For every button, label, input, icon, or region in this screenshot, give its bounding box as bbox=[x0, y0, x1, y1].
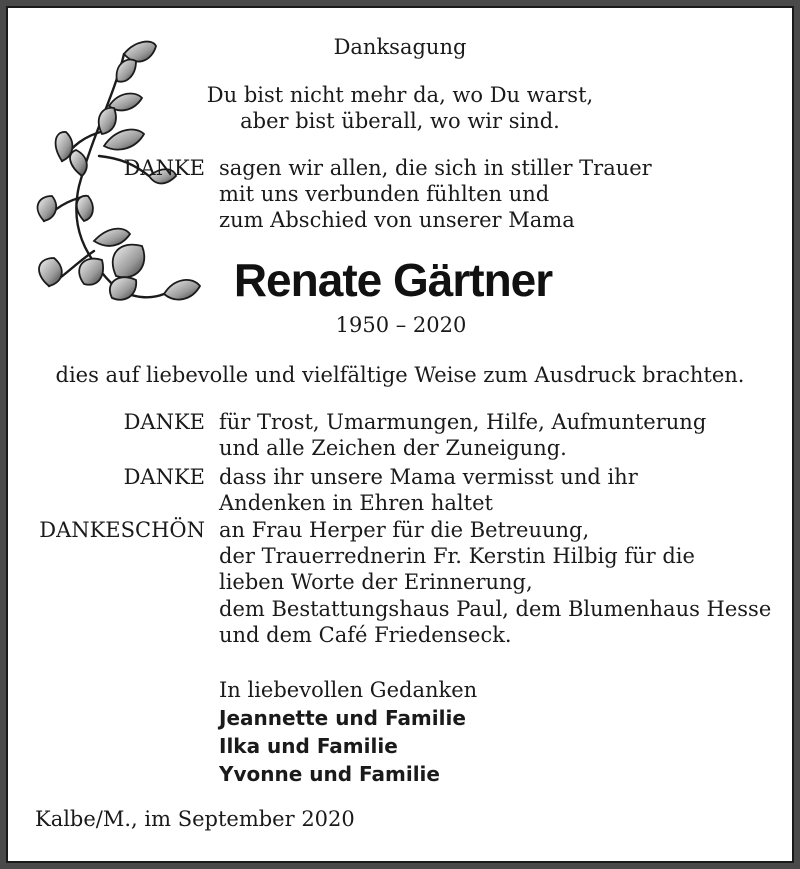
thanks3-line-2: Andenken in Ehren haltet bbox=[219, 491, 493, 515]
thanks4-line-5: und dem Café Friedenseck. bbox=[219, 623, 512, 647]
thanks4-line-3: lieben Worte der Erinnerung, bbox=[219, 570, 533, 594]
signature-name-3: Yvonne und Familie bbox=[219, 762, 440, 786]
danke-label-3: DANKE bbox=[123, 465, 205, 489]
deceased-years: 1950 – 2020 bbox=[335, 313, 467, 337]
poem-line-2: aber bist überall, wo wir sind. bbox=[240, 109, 560, 133]
ivy-branch-icon bbox=[24, 36, 202, 336]
thanks4-line-4: dem Bestattungshaus Paul, dem Blumenhaus Hesse bbox=[219, 597, 772, 621]
signature-name-1: Jeannette und Familie bbox=[219, 706, 466, 730]
signature-name-2: Ilka und Familie bbox=[219, 734, 398, 758]
thanks4-line-2: der Trauerrednerin Fr. Kerstin Hilbig für die bbox=[219, 544, 695, 568]
thanks3-line-1: dass ihr unsere Mama vermisst und ihr bbox=[219, 465, 638, 489]
heading-danksagung: Danksagung bbox=[333, 35, 467, 59]
place-date: Kalbe/M., im September 2020 bbox=[35, 807, 355, 831]
thanks4-line-1: an Frau Herper für die Betreuung, bbox=[219, 518, 590, 542]
danke-label-1: DANKE bbox=[123, 156, 205, 180]
thanks2-line-1: für Trost, Umarmungen, Hilfe, Aufmunterung bbox=[219, 410, 707, 434]
dankeschoen-label: DANKESCHÖN bbox=[39, 518, 205, 542]
continuation-line: dies auf liebevolle und vielfältige Weise zum Ausdruck brachten. bbox=[55, 363, 745, 387]
signature-intro: In liebevollen Gedanken bbox=[219, 678, 478, 702]
thanks1-line-3: zum Abschied von unserer Mama bbox=[219, 208, 575, 232]
poem-line-1: Du bist nicht mehr da, wo Du warst, bbox=[206, 83, 594, 107]
thanks1-line-1: sagen wir allen, die sich in stiller Trauer bbox=[219, 156, 652, 180]
danke-label-2: DANKE bbox=[123, 410, 205, 434]
deceased-name: Renate Gärtner bbox=[233, 254, 553, 306]
thanks2-line-2: und alle Zeichen der Zuneigung. bbox=[219, 436, 567, 460]
thanks1-line-2: mit uns verbunden fühlten und bbox=[219, 182, 550, 206]
